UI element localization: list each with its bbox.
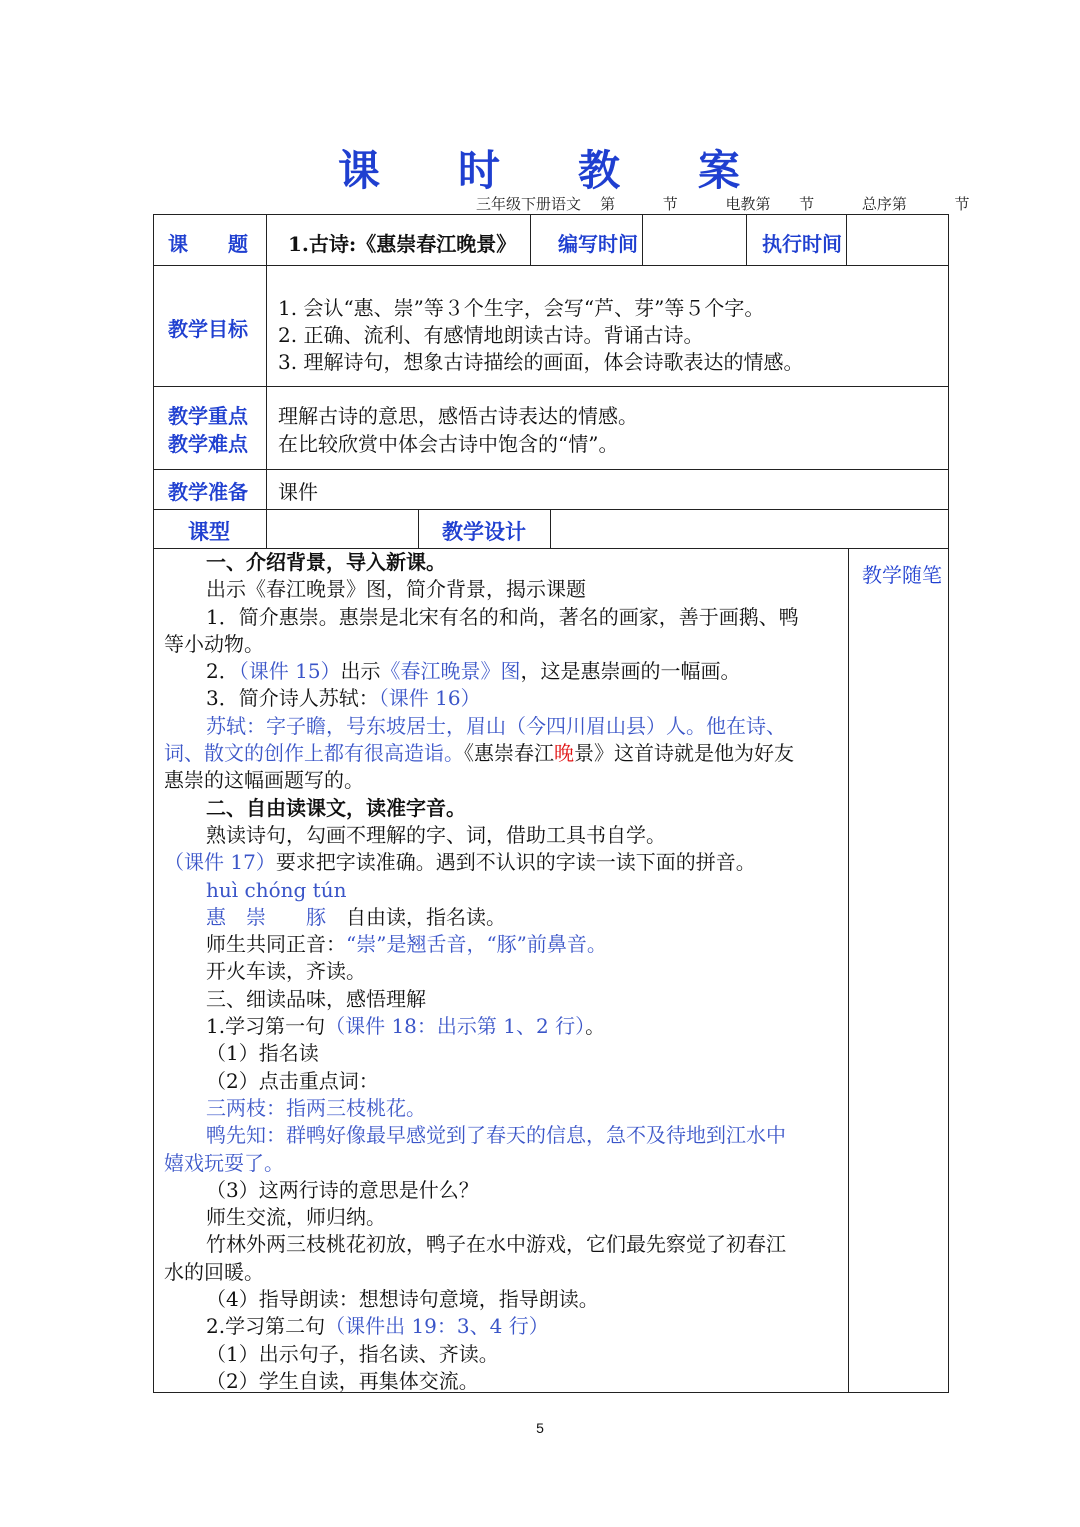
col-divider: [642, 215, 643, 265]
text: 师生共同正音：: [206, 932, 346, 957]
write-time-label: 编写时间: [558, 232, 638, 256]
courseware-ref: （课件 18：出示第 1、2 行）: [325, 1014, 586, 1039]
highlight-text: 《春江晚景》图: [380, 659, 521, 684]
text: 出示: [340, 659, 381, 684]
lesson-type-label: 课型: [188, 519, 230, 544]
body-line: [164, 1313, 844, 1340]
goal-item: 2. 正确、流利、有感情地朗读古诗。背诵古诗。: [278, 323, 704, 347]
body-line: （2）学生自读，再集体交流。: [206, 1368, 479, 1393]
body-line: 鸭先知：群鸭好像最早感觉到了春天的信息，急不及待地到江水中: [206, 1123, 786, 1148]
title-char-1: 课: [337, 146, 382, 195]
body-line: （1）指名读: [206, 1041, 319, 1066]
body-line: 水的回暖。: [164, 1259, 264, 1284]
row-divider: [154, 386, 948, 387]
zongxu-label: 总序第: [861, 195, 907, 213]
body-line: [164, 904, 844, 931]
body-line: 嬉戏玩耍了。: [164, 1150, 284, 1175]
red-char: 晚: [554, 741, 574, 766]
body-line: [164, 931, 844, 958]
highlight-text: “崇”是翘舌音，“豚”前鼻音。: [346, 932, 607, 957]
body-line: 竹林外两三枝桃花初放，鸭子在水中游戏，它们最先察觉了初春江: [206, 1232, 786, 1257]
body-line: 三两枝：指两三枝桃花。: [206, 1095, 426, 1120]
row-divider: [154, 509, 948, 510]
body-line: （3）这两行诗的意思是什么？: [206, 1177, 479, 1202]
col-divider: [266, 215, 267, 509]
lesson-topic: 1.古诗:《惠崇春江晚景》: [288, 232, 517, 256]
body-line: 开火车读，齐读。: [206, 959, 366, 984]
grade-label: 三年级下册语文: [476, 195, 582, 213]
text: 2.学习第二句: [206, 1314, 326, 1339]
body-line: 苏轼：字子瞻，号东坡居士，眉山（今四川眉山县）人。他在诗、: [206, 713, 786, 738]
col-divider: [848, 548, 849, 1393]
notes-label: 教学随笔: [862, 563, 942, 587]
col-divider: [550, 509, 551, 548]
text: 2．: [206, 659, 239, 684]
section-heading: 二、自由读课文，读准字音。: [206, 795, 466, 820]
goal-item: 1. 会认“惠、崇”等３个生字，会写“芦、芽”等５个字。: [278, 296, 765, 320]
body-line: [164, 658, 844, 685]
body-line: 1．简介惠崇。惠崇是北宋有名的和尚，著名的画家，善于画鹅、鸭: [206, 604, 799, 629]
prep-value: 课件: [278, 480, 318, 504]
section-heading: 一、介绍背景，导入新课。: [206, 550, 446, 574]
text: 《惠崇春江: [464, 741, 554, 766]
new-chars: 惠 崇 豚: [206, 904, 326, 929]
highlight-text: 词、散文的创作上都有很高造诣。: [164, 741, 464, 766]
page-number: 5: [536, 1420, 544, 1436]
body-line: （4）指导朗读：想想诗句意境，指导朗读。: [206, 1287, 599, 1312]
text: ，这是惠崇画的一幅画。: [520, 659, 741, 684]
body-line: 出示《春江晚景》图，简介背景，揭示课题: [206, 577, 586, 602]
body-line: [164, 849, 844, 876]
pinyin-line: huì chóng tún: [206, 877, 347, 902]
courseware-ref: （课件 17）: [164, 850, 276, 875]
lesson-plan-table: [153, 214, 949, 1393]
body-line: （1）出示句子，指名读、齐读。: [206, 1341, 499, 1366]
body-line: 师生交流，师归纳。: [206, 1205, 386, 1230]
title-char-4: 案: [698, 146, 743, 195]
zongxu-jie: 节: [954, 195, 970, 213]
page-title: [0, 138, 1080, 198]
row-divider: [154, 469, 948, 470]
lesson-di: 第: [600, 195, 616, 213]
goal-item: 3. 理解诗句，想象古诗描绘的画面，体会诗歌表达的情感。: [278, 350, 804, 374]
body-line: [164, 1013, 844, 1040]
body-line: [164, 740, 844, 767]
key-point-label: 教学重点: [168, 404, 248, 428]
col-divider: [530, 215, 531, 265]
col-divider: [266, 509, 267, 548]
difficulty-label: 教学难点: [168, 432, 248, 456]
title-char-2: 时: [457, 146, 502, 195]
body-line: [164, 685, 844, 712]
col-divider: [418, 509, 419, 548]
courseware-ref: （课件 16）: [378, 686, 481, 711]
courseware-ref: （课件出 19：3、4 行）: [325, 1314, 549, 1339]
col-divider: [746, 215, 747, 265]
lesson-jie: 节: [662, 195, 678, 213]
design-label: 教学设计: [442, 519, 526, 544]
courseware-ref: （课件 15）: [238, 659, 341, 684]
col-divider: [846, 215, 847, 265]
body-line: （2）点击重点词：: [206, 1068, 379, 1093]
body-line: 惠崇的这幅画题写的。: [164, 768, 364, 793]
text: 。: [585, 1014, 606, 1039]
body-line: 等小动物。: [164, 631, 264, 656]
difficulty-text: 在比较欣赏中体会古诗中饱含的“情”。: [278, 432, 619, 456]
goals-label: 教学目标: [168, 317, 248, 341]
dianjiao-jie: 节: [799, 195, 815, 213]
lesson-meta-line: [476, 193, 970, 214]
row-divider: [154, 265, 948, 266]
title-char-3: 教: [578, 146, 623, 195]
prep-label: 教学准备: [168, 480, 248, 504]
text: 自由读，指名读。: [326, 904, 506, 929]
key-point-text: 理解古诗的意思，感悟古诗表达的情感。: [278, 404, 638, 428]
text: 景》这首诗就是他为好友: [574, 741, 794, 766]
keti-label: 课 题: [168, 232, 248, 256]
text: 1.学习第一句: [206, 1014, 326, 1039]
body-line: 熟读诗句，勾画不理解的字、词，借助工具书自学。: [206, 822, 666, 847]
exec-time-label: 执行时间: [762, 232, 842, 256]
section-heading: 三、细读品味，感悟理解: [206, 986, 426, 1011]
text: 要求把字读准确。遇到不认识的字读一读下面的拼音。: [275, 850, 756, 875]
dianjiao-label: 电教第: [725, 195, 771, 213]
text: 3．简介诗人苏轼：: [206, 686, 379, 711]
lesson-body: [164, 549, 844, 1395]
